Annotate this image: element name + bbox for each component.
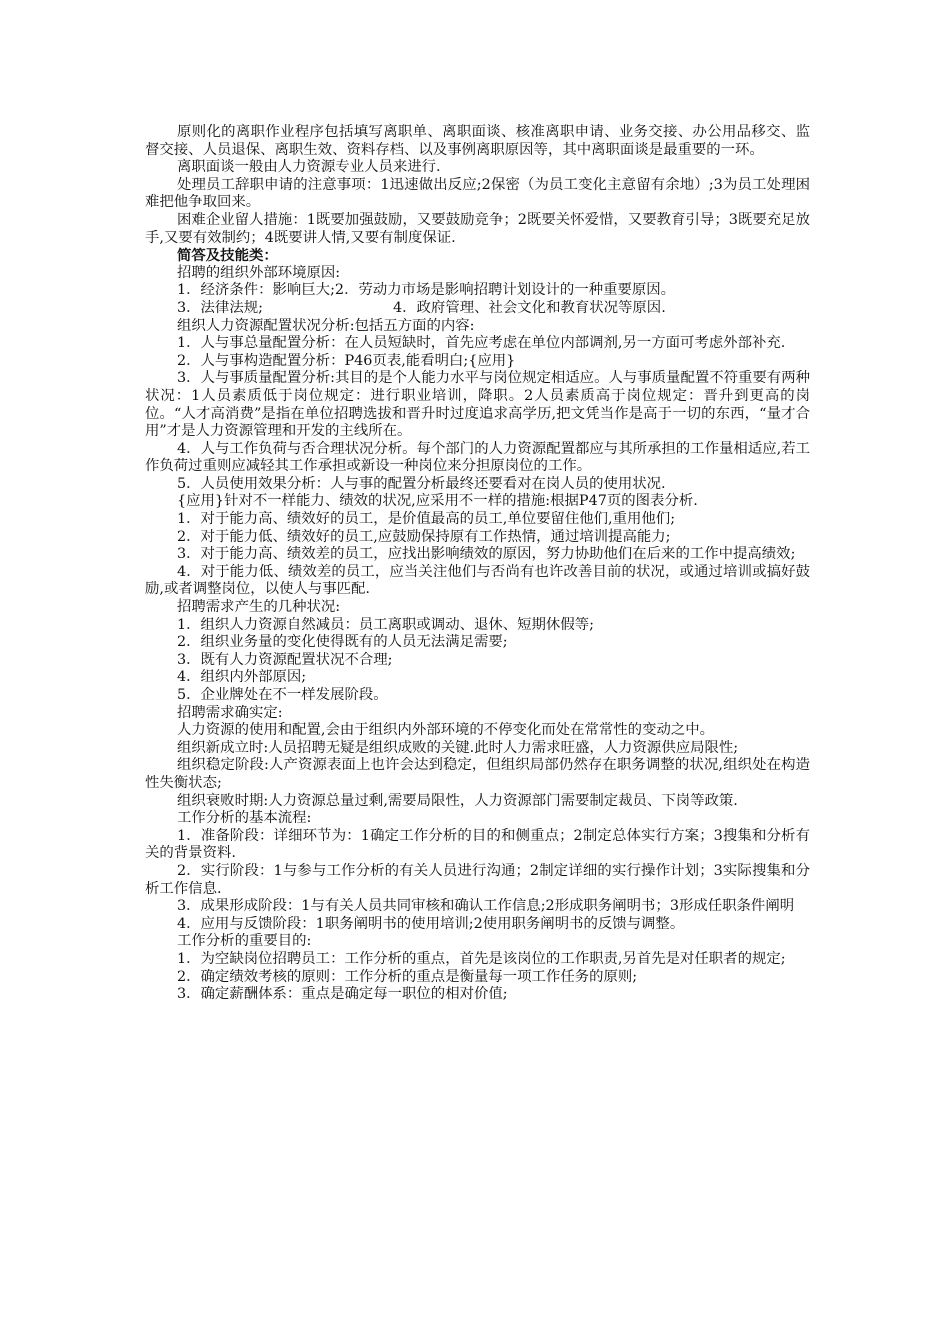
- paragraph: 4．组织内外部原因;: [177, 669, 307, 686]
- paragraph: 招聘需求确实定:: [177, 704, 283, 721]
- paragraph-external-factors-1: 1．经济条件：影响巨大;2．劳动力市场是影响招聘计划设计的一种重要原因。: [177, 282, 676, 299]
- paragraph: 1．组织人力资源自然减员：员工离职或调动、退休、短期休假等;: [177, 616, 594, 633]
- paragraph: 4．人与工作负荷与否合理状况分析。每个部门的人力资源配置都应与其所承担的工作量相适应,若工作负荷过重则应减轻其工作承担或新设一种岗位来分担原岗位的工作。: [145, 440, 810, 475]
- paragraph: 1．人与事总量配置分析：在人员短缺时，首先应考虑在单位内部调剂,另一方面可考虑外部补充.: [177, 335, 786, 352]
- paragraph: 工作分析的基本流程:: [177, 810, 312, 827]
- paragraph: 组织稳定阶段:人产资源表面上也许会达到稳定，但组织局部仍然存在职务调整的状况,组织处在构造性失衡状态;: [145, 757, 810, 791]
- paragraph: 2．对于能力低、绩效好的员工,应鼓励保持原有工作热情，通过培训提高能力;: [177, 528, 671, 545]
- paragraph-retention-measures: 困难企业留人措施：1既要加强鼓励，又要鼓励竞争；2既要关怀爱惜，又要教育引导；3既要充足放手,又要有效制约；4既要讲人情,又要有制度保证.: [145, 211, 810, 246]
- paragraph: 1．为空缺岗位招聘员工：工作分析的重点，首先是该岗位的工作职责,另首先是对任职者的规定;: [177, 950, 786, 967]
- paragraph: 招聘需求产生的几种状况:: [177, 599, 341, 616]
- paragraph: 组织人力资源配置状况分析:包括五方面的内容:: [177, 317, 475, 334]
- factor-government: 4．政府管理、社会文化和教育状况等原因.: [393, 299, 666, 316]
- paragraph-resignation-procedure: 原则化的离职作业程序包括填写离职单、离职面谈、核准离职申请、业务交接、办公用品移交、监督交接、人员退保、离职生效、资料存档、以及事例离职原因等，其中离职面谈是最重要的一环。: [145, 124, 810, 158]
- paragraph: 组织衰败时期:人力资源总量过剩,需要局限性，人力资源部门需要制定裁员、下岗等政策.: [177, 792, 738, 809]
- paragraph: 4．应用与反馈阶段：1职务阐明书的使用培训;2使用职务阐明书的反馈与调整。: [177, 915, 685, 932]
- paragraph: 组织新成立时:人员招聘无疑是组织成败的关键.此时人力需求旺盛，人力资源供应局限性;: [177, 739, 739, 756]
- paragraph: 工作分析的重要目的:: [177, 933, 312, 950]
- paragraph: 2．组织业务量的变化使得既有的人员无法满足需要;: [177, 634, 508, 651]
- paragraph: 1．准备阶段：详细环节为：1确定工作分析的目的和侧重点；2制定总体实行方案；3搜集和分析有关的背景资料.: [145, 827, 810, 862]
- document-page: [145, 124, 810, 1004]
- paragraph: 5．企业牌处在不一样发展阶段。: [177, 687, 388, 703]
- paragraph-external-factors-2: [145, 300, 810, 318]
- paragraph: 人力资源的使用和配置,会由于组织内外部环境的不停变化而处在常常性的变动之中。: [177, 722, 715, 739]
- paragraph: 3．确定薪酬体系：重点是确定每一职位的相对价值;: [177, 986, 508, 1003]
- section-heading: 简答及技能类：: [177, 247, 278, 265]
- paragraph-resignation-notes: 处理员工辞职申请的注意事项：1迅速做出反应;2保密（为员工变化主意留有余地）;3为员工处理困难把他争取回来。: [145, 176, 810, 211]
- paragraph: 2．实行阶段：1与参与工作分析的有关人员进行沟通；2制定详细的实行操作计划；3实际搜集和分析工作信息.: [145, 862, 810, 897]
- paragraph-external-factors-title: 招聘的组织外部环境原因:: [177, 264, 341, 281]
- paragraph: 5．人员使用效果分析：人与事的配置分析最终还要看对在岗人员的使用状况.: [177, 475, 666, 492]
- paragraph: 4．对于能力低、绩效差的员工，应当关注他们与否尚有也许改善目前的状况，或通过培训或搞好鼓励,或者调整岗位，以使人与事匹配.: [145, 563, 810, 598]
- paragraph: 2．人与事构造配置分析：P46页表,能看明白;{应用}: [177, 352, 516, 369]
- paragraph: {应用}针对不一样能力、绩效的状况,应采用不一样的措施:根据P47页的图表分析.: [177, 493, 698, 510]
- paragraph-exit-interview: 离职面谈一般由人力资源专业人员来进行.: [177, 159, 441, 176]
- paragraph: 3．对于能力高、绩效差的员工，应找出影响绩效的原因，努力协助他们在后来的工作中提高绩效;: [177, 546, 796, 563]
- paragraph: 3．人与事质量配置分析:其目的是个人能力水平与岗位规定相适应。人与事质量配置不符重要有两种状况：1人员素质低于岗位规定：进行职业培训，降职。2人员素质高于岗位规定：晋升到更高的岗位。“人才高消费”是指在单位招聘选拔和晋升时过度追求高学历,把文凭当作是高于一切的东西，“量才合用”才是人力资源管理和开发的主线所在。: [145, 370, 810, 440]
- paragraph: 2．确定绩效考核的原则：工作分析的重点是衡量每一项工作任务的原则;: [177, 968, 638, 985]
- paragraph: 3．成果形成阶段：1与有关人员共同审核和确认工作信息;2形成职务阐明书；3形成任职条件阐明: [177, 898, 795, 915]
- factor-law: 3．法律法规;: [177, 299, 263, 316]
- paragraph: 1．对于能力高、绩效好的员工，是价值最高的员工,单位要留住他们,重用他们;: [177, 511, 676, 528]
- paragraph: 3．既有人力资源配置状况不合理;: [177, 651, 393, 668]
